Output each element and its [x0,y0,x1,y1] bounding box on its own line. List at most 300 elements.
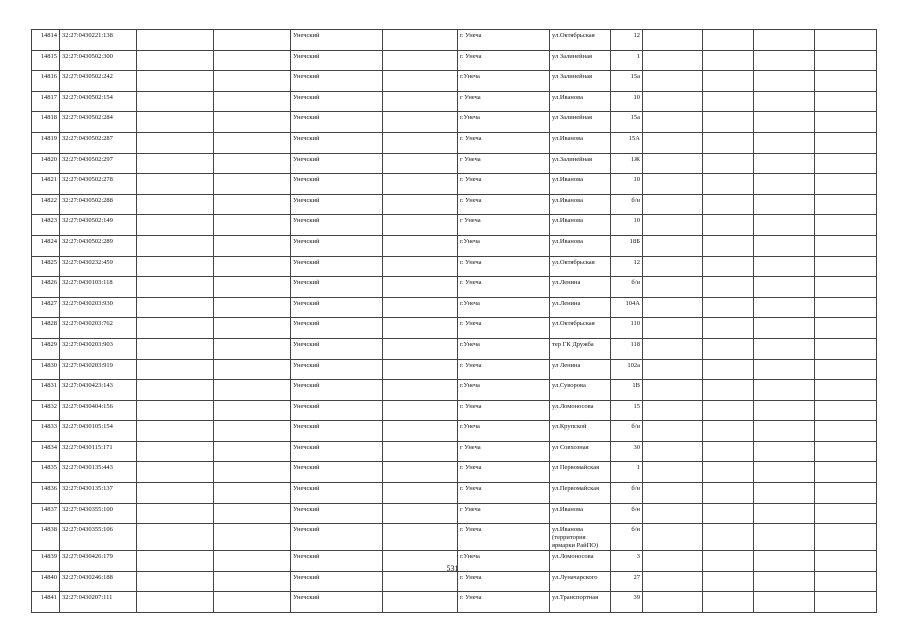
cell-empty [137,132,214,153]
cell-house: 10 [611,215,643,236]
cell-cadastral-number: 32:27:0430207:111 [60,592,137,613]
cell-number: 14827 [32,297,60,318]
cell-empty [383,112,458,133]
cell-empty [137,30,214,51]
table-row [32,524,877,551]
cell-empty [703,174,754,195]
cell-empty [137,256,214,277]
cell-cadastral-number: 32:27:0430502:287 [60,132,137,153]
cell-empty [137,592,214,613]
cell-district: Унечский [291,400,383,421]
cell-street: ул.Ломоносова [550,400,611,421]
cell-empty [214,132,291,153]
table-row [32,132,877,153]
cell-street: ул.Иванова [550,132,611,153]
cell-empty [754,194,815,215]
cell-empty [383,30,458,51]
cell-number: 14826 [32,277,60,298]
cell-street: ул.Иванова [550,194,611,215]
cell-street: ул.Ленина [550,297,611,318]
cell-house: 12 [611,256,643,277]
cell-empty [643,421,703,442]
cell-empty [754,441,815,462]
cell-empty [137,483,214,504]
cell-empty [383,571,458,592]
cell-district: Унечский [291,551,383,572]
cell-empty [703,503,754,524]
cell-empty [383,132,458,153]
cell-empty [754,524,815,551]
cell-number: 14841 [32,592,60,613]
cell-district: Унечский [291,71,383,92]
cell-empty [754,215,815,236]
cell-empty [703,71,754,92]
cell-empty [815,30,877,51]
cell-district: Унечский [291,462,383,483]
cell-empty [383,277,458,298]
cell-house: 12 [611,30,643,51]
cell-empty [214,215,291,236]
cell-city: г. Унеча [458,483,550,504]
cell-cadastral-number: 32:27:0430232:459 [60,256,137,277]
cell-empty [137,380,214,401]
cell-empty [754,297,815,318]
cell-number: 14837 [32,503,60,524]
cell-city: г Унеча [458,215,550,236]
cell-empty [703,400,754,421]
cell-city: г.Унеча [458,235,550,256]
cell-city: г. Унеча [458,132,550,153]
cell-empty [137,235,214,256]
table-row [32,483,877,504]
cell-empty [643,50,703,71]
cell-house: 27 [611,571,643,592]
cell-street: ул Ленина [550,359,611,380]
cell-empty [754,483,815,504]
cell-cadastral-number: 32:27:0430423:143 [60,380,137,401]
table-body [32,30,877,613]
cell-empty [137,71,214,92]
cell-empty [643,483,703,504]
cell-cadastral-number: 32:27:0430221:138 [60,30,137,51]
cell-district: Унечский [291,277,383,298]
cell-number: 14819 [32,132,60,153]
cell-empty [137,462,214,483]
cell-empty [754,50,815,71]
cell-empty [703,235,754,256]
cell-number: 14835 [32,462,60,483]
cell-street: ул.Иванова [550,91,611,112]
cell-number: 14832 [32,400,60,421]
cell-empty [703,215,754,236]
cell-empty [214,91,291,112]
registry-sheet [31,29,876,613]
cell-empty [643,71,703,92]
cell-cadastral-number: 32:27:0430502:284 [60,112,137,133]
cell-street: ул.Ломоносова [550,551,611,572]
cell-number: 14831 [32,380,60,401]
cell-empty [754,571,815,592]
cell-street: ул Совхозная [550,441,611,462]
cell-cadastral-number: 32:27:0430502:297 [60,153,137,174]
cell-empty [703,318,754,339]
cell-cadastral-number: 32:27:0430502:242 [60,71,137,92]
cell-house: 1В [611,380,643,401]
cell-empty [643,380,703,401]
cell-empty [383,174,458,195]
cell-cadastral-number: 32:27:0430246:188 [60,571,137,592]
cell-empty [137,215,214,236]
cell-empty [815,194,877,215]
cell-district: Унечский [291,50,383,71]
cell-city: г Унеча [458,153,550,174]
cell-cadastral-number: 32:27:0430135:137 [60,483,137,504]
cell-district: Унечский [291,256,383,277]
cell-street: ул.Октябрьская [550,30,611,51]
cell-empty [754,421,815,442]
cell-empty [383,380,458,401]
cell-district: Унечский [291,571,383,592]
table-row [32,153,877,174]
cell-empty [754,380,815,401]
cell-empty [815,132,877,153]
cell-street: ул.Транспортная [550,592,611,613]
cell-empty [383,153,458,174]
cell-empty [754,277,815,298]
cell-cadastral-number: 32:27:0430502:149 [60,215,137,236]
cell-house: 110 [611,318,643,339]
cell-district: Унечский [291,524,383,551]
cell-empty [383,592,458,613]
cell-house: 102а [611,359,643,380]
cell-empty [815,571,877,592]
cell-empty [383,359,458,380]
cell-city: г. Унеча [458,571,550,592]
cell-house: 30 [611,441,643,462]
cell-empty [703,277,754,298]
cell-empty [754,592,815,613]
cell-empty [137,359,214,380]
cell-empty [643,194,703,215]
cell-district: Унечский [291,174,383,195]
cell-house: 10 [611,91,643,112]
cell-district: Унечский [291,215,383,236]
cell-street: ул.Луначарского [550,571,611,592]
cell-empty [383,71,458,92]
cell-empty [383,421,458,442]
cell-street: ул.Иванова [550,503,611,524]
cell-empty [383,256,458,277]
cell-empty [643,91,703,112]
table-row [32,359,877,380]
page-number: 531 [446,564,459,573]
cell-empty [214,441,291,462]
cell-cadastral-number: 32:27:0430502:154 [60,91,137,112]
cell-street: ул Залинейная [550,50,611,71]
cell-empty [214,524,291,551]
cell-empty [214,592,291,613]
cell-street: тер ГК Дружба [550,338,611,359]
cell-empty [214,503,291,524]
table-row [32,194,877,215]
cell-empty [383,235,458,256]
cell-empty [754,153,815,174]
table-row [32,462,877,483]
cell-cadastral-number: 32:27:0430502:288 [60,194,137,215]
cell-district: Унечский [291,421,383,442]
cell-street: ул Залинейная [550,112,611,133]
cell-empty [703,132,754,153]
cell-empty [643,592,703,613]
registry-table [31,29,877,613]
cell-city: г.Унеча [458,297,550,318]
table-row [32,338,877,359]
cell-empty [643,112,703,133]
cell-number: 14836 [32,483,60,504]
cell-empty [754,359,815,380]
table-row [32,50,877,71]
cell-number: 14834 [32,441,60,462]
cell-empty [214,235,291,256]
cell-empty [383,215,458,236]
cell-house: б/н [611,503,643,524]
cell-empty [754,318,815,339]
cell-empty [214,297,291,318]
cell-empty [383,338,458,359]
cell-empty [214,30,291,51]
cell-empty [214,153,291,174]
cell-number: 14820 [32,153,60,174]
table-row [32,503,877,524]
cell-empty [137,503,214,524]
cell-empty [703,153,754,174]
cell-district: Унечский [291,30,383,51]
cell-empty [643,571,703,592]
cell-cadastral-number: 32:27:0430103:118 [60,277,137,298]
cell-empty [214,462,291,483]
cell-city: г. Унеча [458,318,550,339]
cell-empty [703,50,754,71]
table-row [32,318,877,339]
cell-empty [703,524,754,551]
cell-empty [643,153,703,174]
cell-street: ул Первомайская [550,462,611,483]
table-row [32,380,877,401]
cell-cadastral-number: 32:27:0430502:289 [60,235,137,256]
cell-empty [703,338,754,359]
cell-street: ул.Залинейная [550,153,611,174]
cell-empty [643,462,703,483]
cell-empty [383,462,458,483]
table-row [32,277,877,298]
cell-empty [703,194,754,215]
cell-house: 3 [611,551,643,572]
cell-street: ул.Первомайская [550,483,611,504]
cell-district: Унечский [291,359,383,380]
cell-city: г. Унеча [458,524,550,551]
cell-cadastral-number: 32:27:0430355:100 [60,503,137,524]
cell-house: 104А [611,297,643,318]
cell-district: Унечский [291,338,383,359]
cell-empty [214,256,291,277]
cell-empty [815,359,877,380]
cell-district: Унечский [291,592,383,613]
cell-street: ул.Крупской [550,421,611,442]
cell-cadastral-number: 32:27:0430404:156 [60,400,137,421]
cell-city: г. Унеча [458,277,550,298]
cell-house: 1Ж [611,153,643,174]
cell-street: ул.Иванова [550,235,611,256]
cell-house: 10 [611,174,643,195]
cell-street: ул.Иванова [550,215,611,236]
cell-cadastral-number: 32:27:0430502:278 [60,174,137,195]
cell-empty [703,359,754,380]
cell-cadastral-number: 32:27:0430203:762 [60,318,137,339]
table-row [32,91,877,112]
cell-empty [754,338,815,359]
cell-empty [815,503,877,524]
table-row [32,400,877,421]
table-row [32,71,877,92]
cell-empty [754,400,815,421]
cell-empty [214,359,291,380]
cell-empty [815,174,877,195]
cell-empty [754,174,815,195]
cell-street: ул.Иванова [550,174,611,195]
cell-empty [383,91,458,112]
cell-empty [703,112,754,133]
cell-empty [815,421,877,442]
cell-cadastral-number: 32:27:0430355:106 [60,524,137,551]
cell-empty [815,91,877,112]
cell-empty [137,441,214,462]
cell-empty [815,256,877,277]
cell-empty [703,380,754,401]
cell-city: г.Унеча [458,551,550,572]
cell-number: 14824 [32,235,60,256]
cell-city: г.Унеча [458,338,550,359]
cell-number: 14816 [32,71,60,92]
cell-district: Унечский [291,194,383,215]
cell-cadastral-number: 32:27:0430105:154 [60,421,137,442]
cell-number: 14818 [32,112,60,133]
cell-city: г Унеча [458,503,550,524]
cell-empty [815,318,877,339]
cell-empty [137,338,214,359]
cell-city: г Унеча [458,441,550,462]
cell-empty [703,571,754,592]
cell-district: Унечский [291,380,383,401]
cell-cadastral-number: 32:27:0430203:919 [60,359,137,380]
cell-empty [137,277,214,298]
cell-number: 14814 [32,30,60,51]
cell-empty [214,380,291,401]
cell-empty [383,400,458,421]
cell-house: 18Б [611,235,643,256]
cell-cadastral-number: 32:27:0430426:179 [60,551,137,572]
cell-house: 15а [611,71,643,92]
cell-empty [643,297,703,318]
table-row [32,174,877,195]
cell-number: 14821 [32,174,60,195]
cell-empty [754,256,815,277]
cell-empty [815,297,877,318]
cell-empty [703,421,754,442]
table-row [32,571,877,592]
cell-empty [754,91,815,112]
cell-empty [137,174,214,195]
cell-empty [815,338,877,359]
cell-number: 14828 [32,318,60,339]
cell-empty [754,112,815,133]
cell-empty [815,215,877,236]
cell-number: 14830 [32,359,60,380]
cell-empty [754,30,815,51]
cell-empty [383,297,458,318]
cell-street: ул.Суворова [550,380,611,401]
cell-district: Унечский [291,112,383,133]
cell-empty [643,503,703,524]
cell-house: б/н [611,483,643,504]
cell-number: 14833 [32,421,60,442]
cell-empty [815,400,877,421]
cell-city: г.Унеча [458,421,550,442]
cell-district: Унечский [291,297,383,318]
cell-empty [754,132,815,153]
cell-house: б/н [611,194,643,215]
cell-empty [383,441,458,462]
cell-empty [703,30,754,51]
cell-empty [703,256,754,277]
cell-empty [214,318,291,339]
cell-empty [383,483,458,504]
cell-empty [643,524,703,551]
table-row [32,256,877,277]
cell-house: 118 [611,338,643,359]
cell-empty [643,30,703,51]
cell-empty [137,318,214,339]
cell-empty [137,194,214,215]
cell-district: Унечский [291,318,383,339]
cell-city: г. Унеча [458,174,550,195]
cell-house: б/н [611,421,643,442]
cell-empty [815,483,877,504]
cell-empty [137,297,214,318]
table-row [32,235,877,256]
cell-district: Унечский [291,441,383,462]
cell-empty [815,462,877,483]
cell-empty [383,524,458,551]
cell-city: г. Унеча [458,400,550,421]
cell-number: 14839 [32,551,60,572]
cell-district: Унечский [291,91,383,112]
cell-empty [703,592,754,613]
cell-house: 39 [611,592,643,613]
table-row [32,30,877,51]
cell-empty [214,174,291,195]
cell-empty [214,112,291,133]
cell-empty [815,380,877,401]
cell-number: 14825 [32,256,60,277]
cell-district: Унечский [291,153,383,174]
cell-empty [815,50,877,71]
table-row [32,215,877,236]
cell-empty [214,483,291,504]
cell-empty [383,50,458,71]
cell-empty [643,256,703,277]
cell-empty [815,71,877,92]
cell-empty [137,524,214,551]
